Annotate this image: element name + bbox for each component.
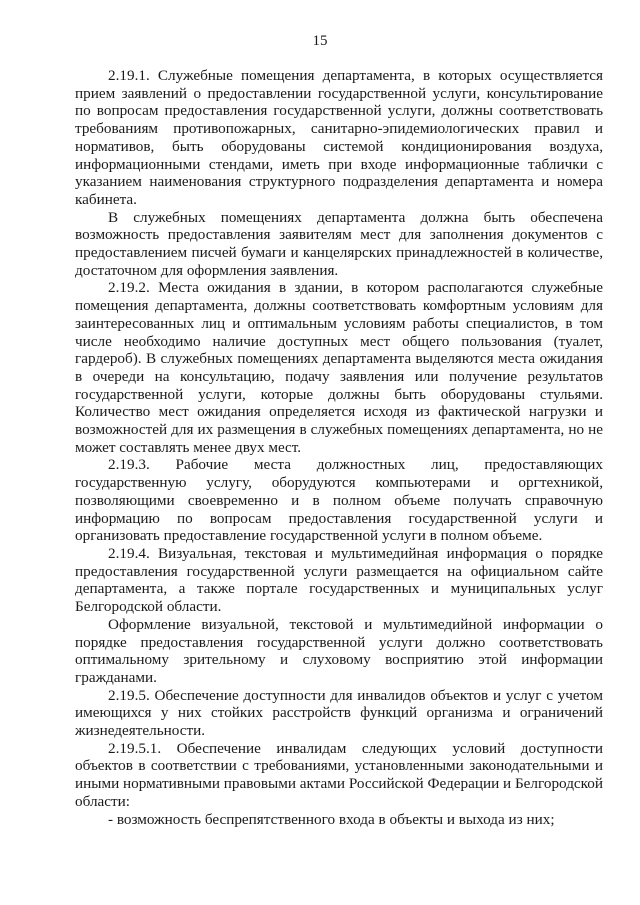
paragraph-2-19-2: 2.19.2. Места ожидания в здании, в котором располагаются служебные помещения департамента, должны соответствовать комфортным условиям для заинтересованных лиц и оптимальным условиям работы специалистов, в том числе необходимо наличие доступных мест общего пользования (туалет, гардероб). В служебных помещениях департамента выделяются места ожидания в очереди на консультацию, подачу заявления или получение результатов государственной услуги, которые должны быть оборудованы стульями. Количество мест ожидания определяется исходя из фактической нагрузки и возможностей для их размещения в служебных помещениях департамента, но не может составлять менее двух мест.	[75, 279, 603, 456]
paragraph-2-19-1: 2.19.1. Служебные помещения департамента, в которых осуществляется прием заявлений о предоставлении государственной услуги, консультирование по вопросам предоставления государственной услуги, должны соответствовать требованиям противопожарных, санитарно-эпидемиологических правил и нормативов, быть оборудованы системой кондиционирования воздуха, информационными стендами, иметь при входе информационные таблички с указанием наименования структурного подразделения департамента и номера кабинета.	[75, 67, 603, 208]
paragraph-2-19-3: 2.19.3. Рабочие места должностных лиц, предоставляющих государственную услугу, оборудуются компьютерами и оргтехникой, позволяющими своевременно и в полном объеме получать справочную информацию по вопросам предоставления государственной услуги и организовать предоставление государственной услуги в полном объеме.	[75, 456, 603, 545]
paragraph-2-19-4: 2.19.4. Визуальная, текстовая и мультимедийная информация о порядке предоставления государственной услуги размещается на официальном сайте департамента, а также портале государственных и муниципальных услуг Белгородской области.	[75, 544, 603, 616]
document-body	[75, 67, 603, 828]
paragraph-service-rooms: В служебных помещениях департамента должна быть обеспечена возможность предоставления заявителям мест для заполнения документов с предоставлением писчей бумаги и канцелярских принадлежностей в количестве, достаточном для оформления заявления.	[75, 208, 603, 279]
paragraph-2-19-5-1: 2.19.5.1. Обеспечение инвалидам следующих условий доступности объектов в соответствии с требованиями, установленными законодательными и иными нормативными правовыми актами Российской Федерации и Белгородской области:	[75, 739, 603, 810]
paragraph-visual-information: Оформление визуальной, текстовой и мультимедийной информации о порядке предоставления государственной услуги должно соответствовать оптимальному зрительному и слуховому восприятию этой информации гражданами.	[75, 615, 603, 686]
paragraph-2-19-5: 2.19.5. Обеспечение доступности для инвалидов объектов и услуг с учетом имеющихся у них стойких расстройств функций организма и ограничений жизнедеятельности.	[75, 686, 603, 740]
page-number: 15	[312, 33, 328, 49]
list-item-entrance: - возможность беспрепятственного входа в объекты и выхода из них;	[108, 810, 555, 828]
